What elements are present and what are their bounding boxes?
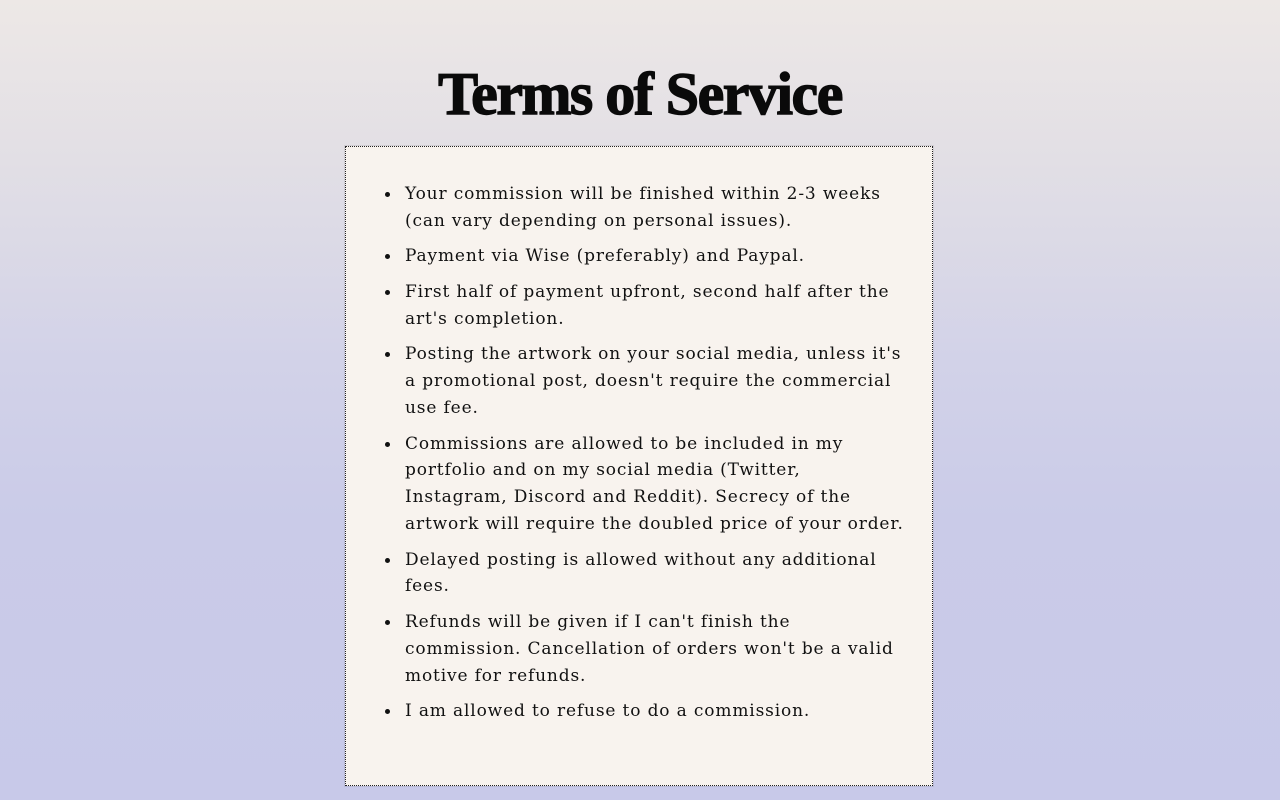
term-item-timeline: Your commission will be finished within 2-3 weeks (can vary depending on personal issues). — [405, 181, 906, 235]
term-item-delayed-posting: Delayed posting is allowed without any additional fees. — [405, 547, 906, 601]
term-item-refusal: I am allowed to refuse to do a commission. — [405, 698, 906, 725]
terms-list — [346, 147, 932, 725]
terms-panel — [345, 146, 933, 786]
term-item-social-posting: Posting the artwork on your social media, unless it's a promotional post, doesn't require the commercial use fee. — [405, 341, 906, 421]
term-item-refunds: Refunds will be given if I can't finish the commission. Cancellation of orders won't be a valid motive for refunds. — [405, 609, 906, 689]
term-item-payment-methods: Payment via Wise (preferably) and Paypal. — [405, 243, 906, 270]
page-title: Terms of Service — [438, 61, 842, 127]
term-item-portfolio-usage: Commissions are allowed to be included in my portfolio and on my social media (Twitter, Instagram, Discord and Reddit). Secrecy of the artwork will require the doubled price of your order. — [405, 431, 906, 538]
term-item-payment-schedule: First half of payment upfront, second half after the art's completion. — [405, 279, 906, 333]
